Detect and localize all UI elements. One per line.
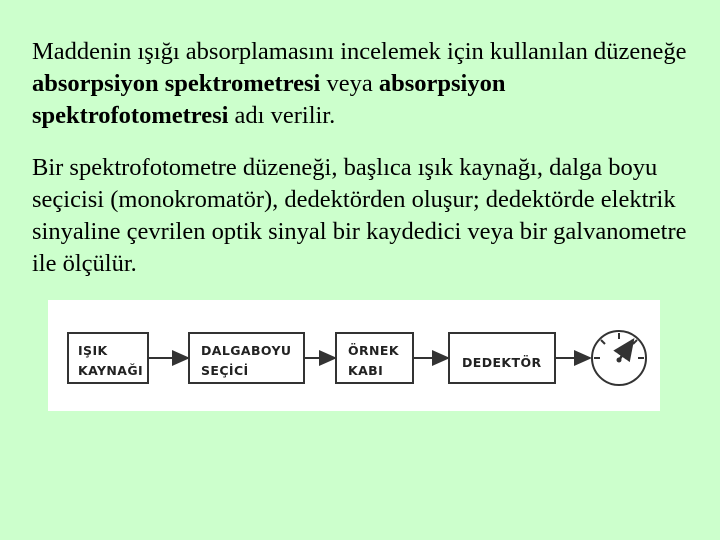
intro-text-1: Maddenin ışığı absorplamasını incelemek için kullanılan düzeneğe	[32, 38, 687, 65]
gauge-icon	[592, 331, 646, 385]
sample-cell-label-2: KABI	[348, 363, 384, 378]
spectrophotometer-block-diagram	[48, 300, 660, 411]
light-source-label-2: KAYNAĞI	[78, 363, 144, 378]
term-absorption-spectrometer: absorpsiyon spektrometresi	[32, 70, 321, 97]
sample-cell-label-1: ÖRNEK	[348, 343, 399, 358]
detector-label: DEDEKTÖR	[462, 355, 542, 370]
description-paragraph: Bir spektrofotometre düzeneği, başlıca ışık kaynağı, dalga boyu seçicisi (monokromatör), dedektörden oluşur; dedektörde elektrik sinyaline çevrilen optik sinyal bir kaydedici veya bir galvanometre ile ölçülür.	[32, 154, 687, 277]
light-source-box	[68, 333, 148, 383]
detector-box	[449, 333, 555, 383]
wavelength-selector-label-2: SEÇİCİ	[201, 363, 249, 378]
intro-text-3: adı verilir.	[228, 102, 336, 129]
wavelength-selector-label-1: DALGABOYU	[201, 343, 292, 358]
term-absorption-spectrophotometer: absorpsiyon spektrofotometresi	[32, 70, 506, 129]
intro-text-2: veya	[320, 70, 379, 97]
sample-cell-box	[336, 333, 413, 383]
light-source-label-1: IŞIK	[78, 343, 108, 358]
intro-paragraph	[32, 36, 702, 132]
wavelength-selector-box	[189, 333, 304, 383]
